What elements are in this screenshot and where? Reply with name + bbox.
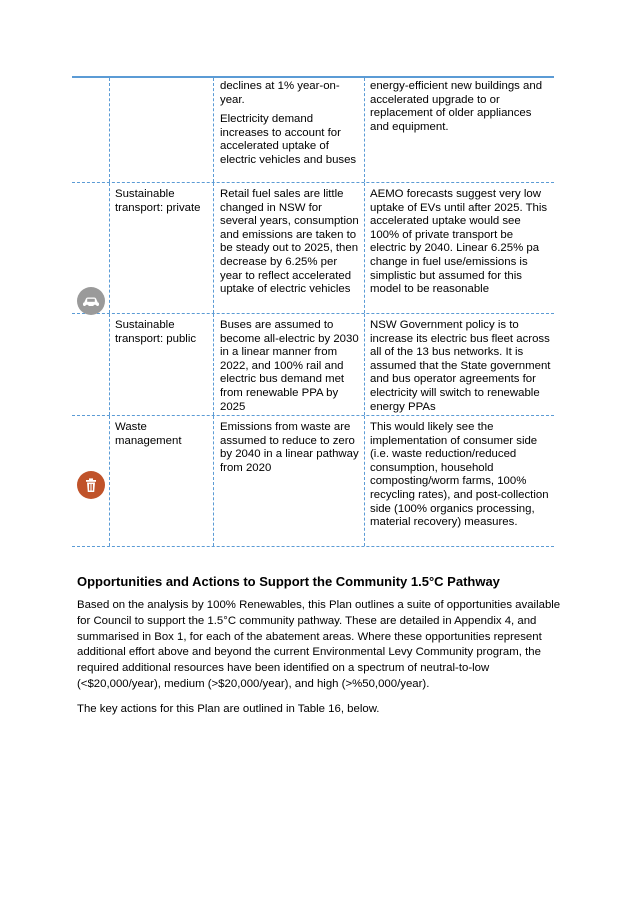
assumption-text: Emissions from waste are assumed to reduce to zero by 2040 in a linear pathway from 2020 xyxy=(220,421,359,474)
icon-cell xyxy=(72,416,110,546)
area-cell xyxy=(110,314,214,415)
area-label: Sustainable transport: private xyxy=(115,188,201,214)
icon-cell xyxy=(72,183,110,313)
area-cell xyxy=(110,78,214,182)
section-heading: Opportunities and Actions to Support the Community 1.5°C Pathway xyxy=(77,574,500,589)
assumptions-cell xyxy=(214,416,365,546)
area-label: Sustainable transport: public xyxy=(115,319,197,345)
notes-cell: energy-efficient new buildings and accelerated upgrade to or replacement of older appliances and equipment. xyxy=(370,80,543,133)
table-row xyxy=(72,416,554,547)
assumption-text: declines at 1% year-on-year. xyxy=(220,80,340,106)
table-row xyxy=(72,183,554,314)
car-icon xyxy=(77,287,105,315)
body-paragraph: The key actions for this Plan are outlined in Table 16, below. xyxy=(77,703,380,715)
assumptions-cell xyxy=(214,183,365,313)
icon-cell xyxy=(72,314,110,415)
assumption-text: Retail fuel sales are little changed in NSW for several years, consumption and emissions are taken to be steady out to 2025, then decrease by 6.25% per year to reflect accelerated uptake of electric vehicles xyxy=(220,188,359,296)
assumption-text: Buses are assumed to become all-electric by 2030 in a linear manner from 2022, and 100% rail and electric bus demand met from renewable PPA by 2025 xyxy=(220,319,359,413)
note-text: AEMO forecasts suggest very low uptake of EVs until after 2025. This accelerated uptake would see 100% of private transport be electric by 2040. Linear 6.25% pa change in fuel use/emissions is simplistic but assumed for this model to be reasonable xyxy=(370,188,548,296)
table-row xyxy=(72,78,554,183)
area-label: Waste management xyxy=(115,421,182,447)
assumption-text: Electricity demand increases to account for accelerated uptake of electric vehicles and buses xyxy=(220,113,357,166)
notes-cell xyxy=(365,314,554,415)
assumptions-cell xyxy=(214,314,365,415)
area-cell xyxy=(110,183,214,313)
trash-icon xyxy=(77,471,105,499)
assumptions-cell xyxy=(214,78,365,182)
note-text: NSW Government policy is to increase its electric bus fleet across all of the 13 bus networks. It is assumed that the State government and bus operator agreements for electricity will switch to renewable energy PPAs xyxy=(370,319,551,413)
pathway-assumptions-table xyxy=(72,76,554,547)
note-text: This would likely see the implementation of consumer side (i.e. waste reduction/reduced consumption, household composting/worm farms, 100% recycling rates), and post-collection side (100% organics processing, material recovery) measures. xyxy=(370,421,549,529)
notes-cell xyxy=(365,183,554,313)
area-cell xyxy=(110,416,214,546)
notes-cell xyxy=(365,416,554,546)
table-row xyxy=(72,314,554,416)
icon-cell xyxy=(72,78,110,182)
body-paragraph: Based on the analysis by 100% Renewables, this Plan outlines a suite of opportunities available for Council to support the 1.5°C community pathway. These are detailed in Appendix 4, and summarised in Box 1, for each of the abatement areas. Where these opportunities represent additional effort above and beyond the current Environmental Levy Community program, the required additional resources have been identified on a spectrum of neutral-to-low (<$20,000/year), medium (>$20,000/year), and high (>%50,000/year). xyxy=(77,599,561,690)
